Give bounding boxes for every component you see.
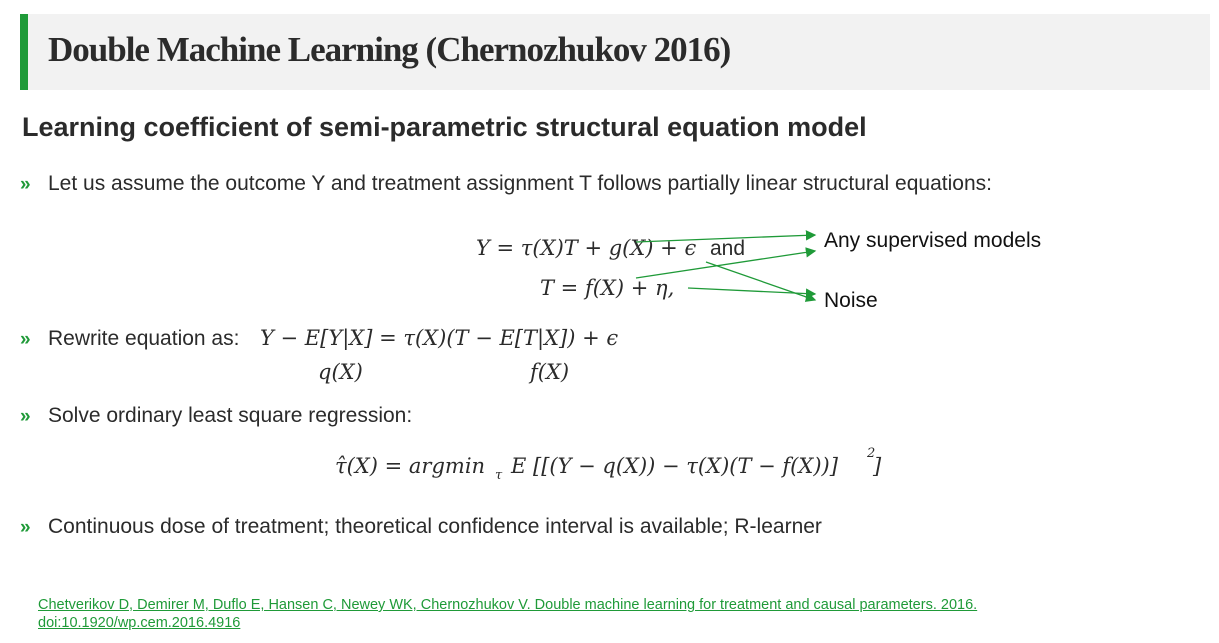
label-q-of-x: q(X)	[318, 360, 363, 384]
equation-ols-lhs: τ̂(X) = argmin	[335, 454, 486, 478]
slide-subtitle: Learning coefficient of semi-parametric structural equation model	[22, 112, 867, 142]
bullet-rewrite: Rewrite equation as:	[48, 327, 240, 350]
arrow-eta-to-noise	[688, 288, 815, 294]
equation-rewrite: Y − E[Y|X] = τ(X)(T − E[T|X]) + ϵ	[260, 326, 619, 350]
label-f-of-x: f(X)	[530, 360, 570, 384]
equation-and: and	[710, 237, 746, 260]
bullet-marker: »	[20, 174, 31, 195]
equation-ols-rhs: E [[(Y − q(X)) − τ(X)(T − f(X))]	[511, 454, 838, 478]
annotation-supervised-models: Any supervised models	[824, 229, 1042, 252]
arrow-epsilon-to-noise	[706, 262, 815, 300]
equation-ols-power: 2	[867, 446, 876, 461]
reference-link[interactable]: Chetverikov D, Demirer M, Duflo E, Hansen C, Newey WK, Chernozhukov V. Double machine learning for treatment and causal parameters. 2016. doi:10.1920/wp.cem.2016.4916	[38, 597, 978, 631]
equation-treatment: T = f(X) + η,	[540, 276, 675, 300]
bullet-ols: Solve ordinary least square regression:	[48, 404, 413, 427]
arrow-g-to-supervised	[636, 235, 815, 242]
bullet-marker: »	[20, 517, 31, 538]
equation-ols-subscript: τ	[495, 468, 503, 483]
equation-outcome: Y = τ(X)T + g(X) + ϵ	[476, 236, 697, 260]
arrow-f-to-supervised	[636, 251, 815, 278]
equation-ols-close: ]	[873, 454, 882, 478]
slide-title: Double Machine Learning (Chernozhukov 2016)	[48, 30, 731, 69]
bullet-assumption: Let us assume the outcome Y and treatment assignment T follows partially linear structural equations:	[48, 172, 992, 195]
annotation-noise: Noise	[824, 289, 878, 312]
bullet-marker: »	[20, 406, 31, 427]
bullet-marker: »	[20, 329, 31, 350]
bullet-continuous-dose: Continuous dose of treatment; theoretical confidence interval is available; R-learner	[48, 515, 822, 538]
